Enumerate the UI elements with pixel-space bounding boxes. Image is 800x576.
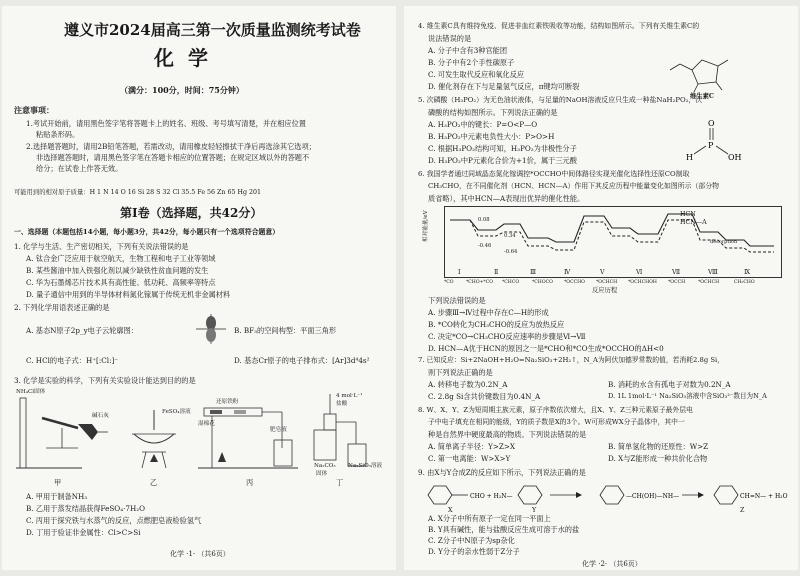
apparatus-label-ding: 丁 <box>336 478 344 487</box>
q7-option-d: D. 1L 1mol·L⁻¹ Na₂SiO₃溶液中含SiO₃²⁻数目为N_A <box>608 392 767 400</box>
fig-label: 碱石灰 <box>92 413 109 419</box>
q3-option-d: D. 丁用于验证非金属性：Cl>C>Si <box>26 528 141 537</box>
exam-page-2 <box>404 6 798 570</box>
x-axis-step: *OCCHO <box>564 280 585 285</box>
fig-label: 固体 <box>316 471 328 477</box>
q4-option-b: B. 分子中有2个手性碳原子 <box>428 58 515 67</box>
roman-step: Ⅴ <box>600 269 605 276</box>
q4-option-a: A. 分子中含有3种官能团 <box>428 46 508 55</box>
chart-x-label: 反应历程 <box>592 287 618 294</box>
score-time: （满分：100分，时间：75分钟） <box>120 85 244 95</box>
exam-title: 遵义市2024届高三第一次质量监测统考试卷 <box>64 21 361 39</box>
q2-option-b: B. BF₃的空间构型：平面三角形 <box>234 326 337 335</box>
mc-heading: 一、选择题（本题包括14小题，每小题3分，共42分，每小题只有一个选项符合题意） <box>14 228 280 236</box>
roman-step: Ⅵ <box>636 269 643 276</box>
apparatus-label-jia: 甲 <box>54 478 62 487</box>
svg-text:—CH(OH)—NH—: —CH(OH)—NH— <box>626 493 680 500</box>
q5-stem: 5. 次磷酸（H₃PO₂）为无色油状液体，与足量的NaOH溶液反应只生成一种盐NaH₂PO₂，次 <box>418 96 703 104</box>
x-axis-step: *CO <box>444 280 454 285</box>
q5-stem-2: 磷酸的结构如图所示。下列说法正确的是 <box>428 108 558 117</box>
subject-title: 化学 <box>154 46 222 70</box>
q6-stem-3: 质省略），其中HCN—A表现出优异的催化性能。 <box>428 194 585 203</box>
q9-stem: 9. 由X与Y合成Z的反应如下所示，下列说法正确的是 <box>418 468 586 477</box>
note-line: 粘贴条形码。 <box>36 130 80 139</box>
fig-label: 肥皂液 <box>270 427 287 433</box>
compound-label-y: Y <box>532 507 537 514</box>
x-axis-step: CH₃CHO <box>734 280 755 285</box>
q6-option-a: A. 步骤Ⅲ→Ⅳ过程中存在C—H的形成 <box>428 308 549 317</box>
energy-value: -0.46 <box>478 243 492 249</box>
exam-page-1 <box>2 6 396 570</box>
note-line: 给分；在试卷上作答无效。 <box>36 164 123 173</box>
reaction-scheme <box>420 480 790 510</box>
q2-option-a: A. 基态N原子2p_y电子云轮廓图： <box>26 326 138 335</box>
q2-option-c-formula: H⁺[:Cl:]⁻ <box>86 356 119 365</box>
q4-option-d: D. 催化剂存在下与足量氢气反应，π键均可断裂 <box>428 82 580 91</box>
x-axis-step: *CHCO <box>502 280 520 285</box>
energy-value: -0.64 <box>504 249 518 255</box>
q5-option-a: A. H₃PO₂中的键长：P=O<P—O <box>428 120 538 129</box>
compound-label-z: Z <box>740 507 745 514</box>
q1-option-c: C. 华为石墨烯芯片技术具有高性能、低功耗、高频率等特点 <box>26 278 216 287</box>
q8-stem-3: 种是自然界中硬度最高的物质。下列说法错误的是 <box>428 430 587 439</box>
q9-option-a: A. X分子中所有原子一定在同一平面上 <box>428 514 551 523</box>
roman-step: Ⅱ <box>494 269 499 276</box>
legend-hcn-a: HCN—A <box>680 219 707 226</box>
svg-text:OH: OH <box>728 153 742 162</box>
q9-option-b: B. Y具有碱性，能与盐酸反应生成可溶于水的盐 <box>428 525 580 534</box>
svg-text:CH=N— + H₂O: CH=N— + H₂O <box>740 493 788 500</box>
roman-step: Ⅰ <box>458 269 461 276</box>
q7-option-b: B. 消耗的水含有孤电子对数为0.2N_A <box>608 380 731 389</box>
q6-option-c: C. 决定*CO→CH₃CHO反应速率的步骤是Ⅵ→Ⅶ <box>428 332 586 341</box>
q1-option-d: D. 量子通信中用到的半导体材料氮化镓属于传统无机非金属材料 <box>26 290 231 299</box>
fig-label: 还原铁粉 <box>216 399 239 405</box>
q2-stem: 2. 下列化学用语表述正确的是 <box>14 303 110 312</box>
roman-step: Ⅶ <box>672 269 681 276</box>
energy-value: 0.34 <box>504 233 516 239</box>
fig-label: 湿棉花 <box>198 421 215 427</box>
svg-text:CHO + H₂N—: CHO + H₂N— <box>470 493 513 500</box>
q6-stem-2: CH₃CHO，在不同催化剂（HCN、HCN—A）作用下其反应历程中能量变化如图所示（部分物 <box>428 182 720 190</box>
note-line: 2.选择题答题时，请用2B铅笔答题，若需改动，请用橡皮轻轻擦拭干净后再选涂其它选项； <box>26 142 316 151</box>
svg-text:P: P <box>708 141 714 150</box>
desorption-label: desorption <box>710 239 738 245</box>
x-axis-step: *OCCH <box>668 280 686 285</box>
q9-option-c: C. Z分子中N原子为sp杂化 <box>428 536 515 545</box>
q3-stem: 3. 化学是实验的科学，下列有关实验设计能达到目的的是 <box>14 376 196 385</box>
q1-stem: 1. 化学与生活、生产密切相关，下列有关说法错误的是 <box>14 242 189 251</box>
q8-option-b: B. 简单氢化物的还原性：W>Z <box>608 442 709 451</box>
q2-option-c: C. HCl的电子式： <box>26 356 86 365</box>
q4-option-c: C. 可发生取代反应和氧化反应 <box>428 70 525 79</box>
section-title: 第Ⅰ卷（选择题，共42分） <box>120 206 263 220</box>
x-axis-step: *CHO+*CO <box>466 280 494 285</box>
q9-option-d: D. Y分子的亲水性弱于Z分子 <box>428 547 520 556</box>
note-line: 非选择题答题时，请用黑色签字笔在答题卡相应的位置答题；在规定区域以外的答题不 <box>36 153 310 162</box>
q4-stem: 4. 维生素C具有维持免疫、促进非血红素铁吸收等功能，结构如图所示。下列有关维生素C的 <box>418 22 700 30</box>
fig-label: 盐酸 <box>336 401 348 407</box>
svg-text:O: O <box>708 119 715 128</box>
page-footer: 化学 ·1· （共6页） <box>170 550 230 558</box>
svg-text:H: H <box>686 153 693 162</box>
notes-heading: 注意事项： <box>14 105 54 115</box>
chart-y-label: 相对能量/eV <box>423 210 429 242</box>
q4-stem-2: 说法错误的是 <box>428 34 472 43</box>
q7-option-c: C. 2.8g Si含共价键数目为0.4N_A <box>428 392 541 401</box>
vitamin-c-structure <box>662 50 742 94</box>
q7-stem: 7. 已知反应：Si+2NaOH+H₂O=Na₂SiO₃+2H₂↑，N_A为阿伏加德罗常数的值，若消耗2.8g Si， <box>418 356 724 364</box>
fig-label: Na₂SiO₃溶液 <box>348 463 383 469</box>
page-footer: 化学 ·2· （共6页） <box>582 560 642 568</box>
fig-label: FeSO₄溶液 <box>162 409 191 415</box>
roman-step: Ⅸ <box>744 269 751 276</box>
q5-option-c: C. 根据H₃PO₂结构可知，H₃PO₂为非极性分子 <box>428 144 577 153</box>
roman-step: Ⅷ <box>708 269 718 276</box>
q5-option-b: B. H₃PO₂中元素电负性大小：P>O>H <box>428 132 555 141</box>
q2-option-d: D. 基态Cr原子的电子排布式：[Ar]3d⁴4s² <box>234 356 370 365</box>
q8-option-d: D. X与Z能形成一种共价化合物 <box>608 454 708 463</box>
q1-option-b: B. 某些酱油中加入铁强化剂以减少缺铁性贫血问题的发生 <box>26 266 209 275</box>
energy-value: 0.08 <box>478 217 490 223</box>
q3-option-b: B. 乙用于蒸发结晶获得FeSO₄·7H₂O <box>26 504 145 513</box>
atomic-masses: 可能用到的相对原子质量：H 1 N 14 O 16 Si 28 S 32 Cl 35.5 Fe 56 Zn 65 Hg 201 <box>14 189 262 196</box>
roman-step: Ⅳ <box>564 269 571 276</box>
note-line: 1.考试开始前，请用黑色签字笔将答题卡上的姓名、班级、考号填写清楚，并在相应位置 <box>26 119 306 128</box>
roman-step: Ⅲ <box>530 269 537 276</box>
apparatus-label-bing: 丙 <box>246 478 254 487</box>
x-axis-step: *OCHCH <box>698 280 720 285</box>
q6-question: 下列说法错误的是 <box>428 296 486 305</box>
q8-option-c: C. 第一电离能：W>X>Y <box>428 454 511 463</box>
x-axis-step: *OCHCHOH <box>628 280 657 285</box>
q7-stem-2: 则下列说法正确的是 <box>428 368 493 377</box>
q3-option-a: A. 甲用于制备NH₃ <box>26 492 88 501</box>
fig-label: Na₂CO₃ <box>314 463 336 469</box>
vitamin-c-caption: 维生素C <box>690 93 714 100</box>
compound-label-x: X <box>448 507 453 514</box>
q7-option-a: A. 转移电子数为0.2N_A <box>428 380 508 389</box>
q6-option-b: B. *CO转化为CH₃CHO的反应为放热反应 <box>428 320 565 329</box>
p-orbital-diagram <box>194 314 228 344</box>
fig-label: 4 mol·L⁻¹ <box>336 393 363 399</box>
q8-stem-2: 子中电子填充在相同的能级，Y的质子数是X的3个。W可形成WX分子晶体中，其中一 <box>428 418 685 426</box>
q5-option-d: D. H₃PO₂中P元素化合价为+1价，属于三元酸 <box>428 156 577 165</box>
q6-option-d: D. HCN—A优于HCN的原因之一是*CHO和*CO生成*OCCHO的ΔH<0 <box>428 344 664 353</box>
apparatus-label-yi: 乙 <box>150 478 158 487</box>
q3-option-c: C. 丙用于探究铁与水蒸气的反应，点燃肥皂液检验氢气 <box>26 516 202 525</box>
hypophosphorous-acid-structure <box>684 118 744 164</box>
x-axis-step: *OCHCH <box>596 280 618 285</box>
q8-stem: 8. W、X、Y、Z为短周期主族元素，原子序数依次增大，且X、Y、Z三种元素原子最外层电 <box>418 406 693 414</box>
q1-option-a: A. 钛合金广泛应用于航空航天，生物工程和电子工业等领域 <box>26 254 216 263</box>
q6-stem: 6. 我国学者通过同域晶态氮化镓调控*OCCHO中间体路径实现光催化选择性还原CO制取 <box>418 170 690 178</box>
x-axis-step: *CHOCO <box>532 280 553 285</box>
q8-option-a: A. 简单离子半径：Y>Z>X <box>428 442 515 451</box>
fig-label: NH₄Cl固体 <box>16 389 46 395</box>
legend-hcn: HCN <box>680 211 696 218</box>
